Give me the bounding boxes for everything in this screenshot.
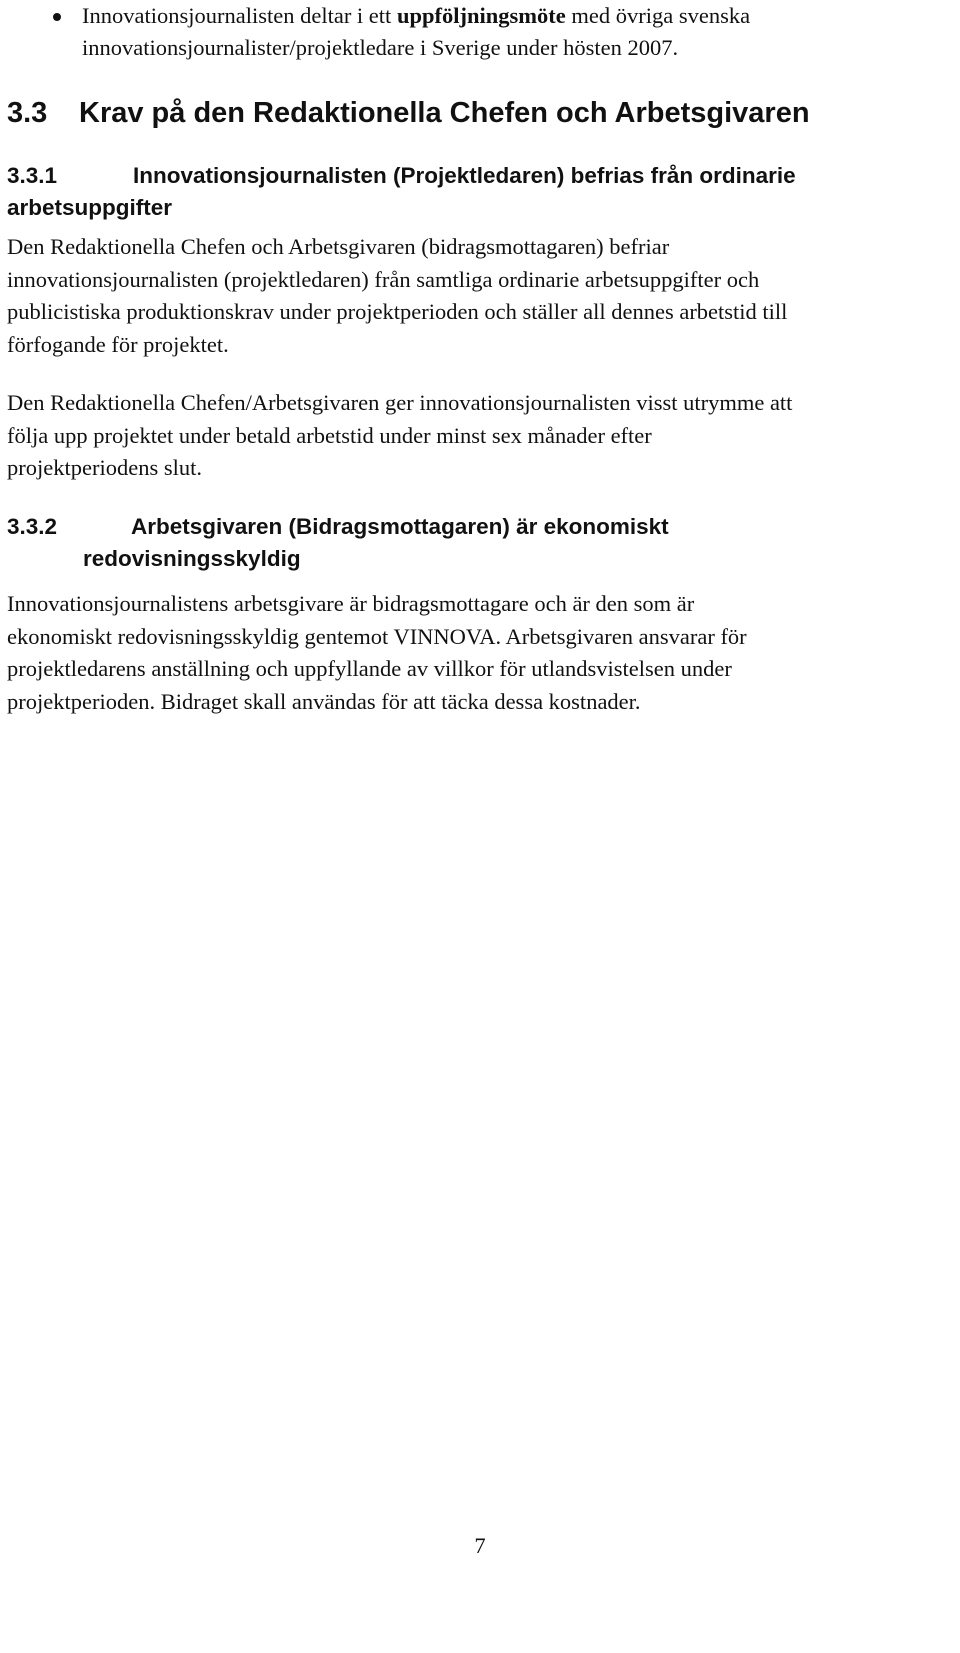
paragraph-line: Innovationsjournalistens arbetsgivare är bidragsmottagare och är den som är: [7, 591, 695, 616]
paragraph-line: förfogande för projektet.: [7, 331, 229, 357]
bullet-line-1: [82, 0, 960, 32]
subsection-heading-1: [7, 160, 947, 224]
paragraph-line: projektperioden. Bidraget skall användas för att täcka dessa kostnader.: [7, 688, 641, 714]
paragraph-line: projektperiodens slut.: [7, 455, 202, 480]
paragraph-line: Den Redaktionella Chefen/Arbetsgivaren ger innovationsjournalisten visst utrymme att: [7, 390, 793, 415]
bullet-icon: [53, 13, 61, 21]
subsection-title: [7, 511, 947, 575]
body-paragraph-2: [7, 387, 947, 485]
bullet-text-segment: med övriga svenska: [565, 3, 751, 28]
subsection-number: 3.3.1: [7, 163, 58, 188]
paragraph-line: projektledarens anställning och uppfyllande av villkor för utlandsvistelsen under: [7, 656, 732, 681]
section-number: 3.3: [7, 97, 48, 129]
body-paragraph-3: [7, 588, 947, 718]
bullet-bold-term: uppföljningsmöte: [396, 3, 566, 28]
paragraph-line: publicistiska produktionskrav under projektperioden och ställer all dennes arbetstid till: [7, 299, 788, 324]
bullet-line-2: innovationsjournalister/projektledare i Sverige under hösten 2007.: [82, 35, 679, 60]
section-heading: [7, 94, 810, 132]
subsection-title-line-2: arbetsuppgifter: [7, 195, 173, 220]
paragraph-line: innovationsjournalisten (projektledaren) från samtliga ordinarie arbetsuppgifter och: [7, 266, 760, 292]
section-title: Krav på den Redaktionella Chefen och Arbetsgivaren: [79, 97, 810, 129]
bullet-text-segment: Innovationsjournalisten deltar i ett: [82, 3, 397, 28]
subsection-title-line-1: Arbetsgivaren (Bidragsmottagaren) är ekonomiskt: [131, 514, 669, 539]
subsection-number: 3.3.2: [7, 514, 58, 539]
paragraph-line: följa upp projektet under betald arbetstid under minst sex månader efter: [7, 422, 652, 448]
paragraph-line: ekonomiskt redovisningsskyldig gentemot VINNOVA. Arbetsgivaren ansvarar för: [7, 623, 747, 649]
bullet-text: [82, 0, 960, 64]
subsection-title: [7, 160, 947, 224]
subsection-title-line-2: redovisningsskyldig: [83, 546, 301, 571]
body-paragraph-1: [7, 231, 947, 361]
subsection-heading-2: [7, 511, 947, 575]
paragraph-line: Den Redaktionella Chefen och Arbetsgivaren (bidragsmottagaren) befriar: [7, 234, 670, 259]
page-number: 7: [474, 1533, 486, 1558]
subsection-title-line-1: Innovationsjournalisten (Projektledaren) befrias från ordinarie: [133, 163, 796, 188]
